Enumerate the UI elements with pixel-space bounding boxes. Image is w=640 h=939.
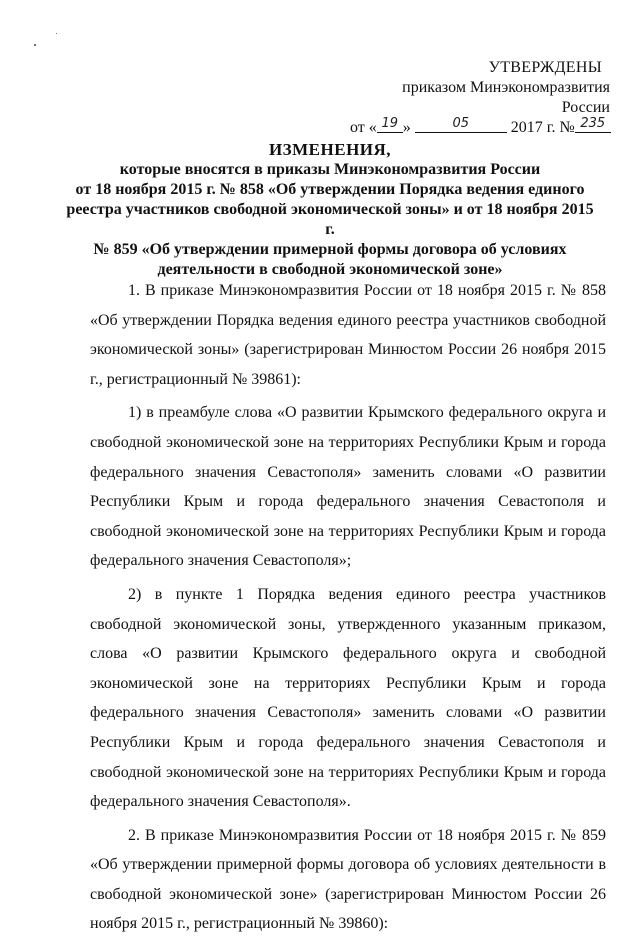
title-line: от 18 ноября 2015 г. № 858 «Об утверждении Порядка ведения единого — [75, 181, 585, 198]
day-field — [377, 118, 403, 133]
day-handwritten: 19 — [381, 116, 399, 131]
paragraph-1: 1. В приказе Минэкономразвития России от 18 ноября 2015 г. № 858 «Об утверждении Порядка ведения единого реестра участников свободной экономической зоны» (зарегистрирован Минюстом России 26 ноября 2015 г., регистрационный № 39861): — [90, 282, 606, 388]
scan-speck — [34, 44, 36, 46]
month-field — [415, 118, 507, 133]
title-heading: ИЗМЕНЕНИЯ, — [268, 140, 392, 159]
title-line: которые вносятся в приказы Минэкономразвития России — [119, 161, 541, 178]
date-mid: » — [402, 119, 411, 136]
paragraph-1-2: 2) в пункте 1 Порядка ведения единого реестра участников свободной экономической зоны, утвержденного указанным приказом, слова «О развитии Крымского федерального округа и свободной экономической зоне на территориях Республики Крым и города федерального значения Севастополя» заменить словами «О развитии Республики Крым и города федерального значения Севастополя и свободной экономической зоне на территориях Республики Крым и города федерального значения Севастополя». — [90, 585, 606, 811]
title-line: реестра участников свободной экономической зоны» и от 18 ноября 2015 г. — [66, 201, 594, 238]
paragraph-1-1: 1) в преамбуле слова «О развитии Крымского федерального округа и свободной экономической зоне на территориях Республики Крым и города федерального значения Севастополя» заменить словами «О развитии Республики Крым и города федерального значения Севастополя и свободной экономической зоне на территориях Республики Крым и города федерального значения Севастополя»; — [90, 404, 606, 570]
date-line — [350, 118, 610, 138]
approval-block — [350, 58, 610, 138]
date-prefix: от « — [350, 119, 377, 136]
document-title — [60, 140, 600, 280]
order-line: приказом Минэкономразвития России — [402, 79, 610, 116]
number-field — [575, 118, 611, 133]
paragraph-2: 2. В приказе Минэкономразвития России от 18 ноября 2015 г. № 859 «Об утверждении примерной формы договора об условиях деятельности в свободной экономической зоне» (зарегистрирован Минюстом России 26 ноября 2015 г., регистрационный № 39860): — [90, 826, 606, 933]
month-handwritten: 05 — [452, 116, 470, 131]
title-line: № 859 «Об утверждении примерной формы договора об условиях — [93, 241, 567, 258]
title-line: деятельности в свободной экономической зоне» — [157, 261, 503, 278]
number-handwritten: 235 — [580, 116, 606, 131]
year-text: 2017 г. № — [510, 119, 575, 136]
document-body — [90, 276, 606, 939]
approved-label: УТВЕРЖДЕНЫ — [488, 59, 602, 76]
scan-speck — [56, 33, 57, 34]
